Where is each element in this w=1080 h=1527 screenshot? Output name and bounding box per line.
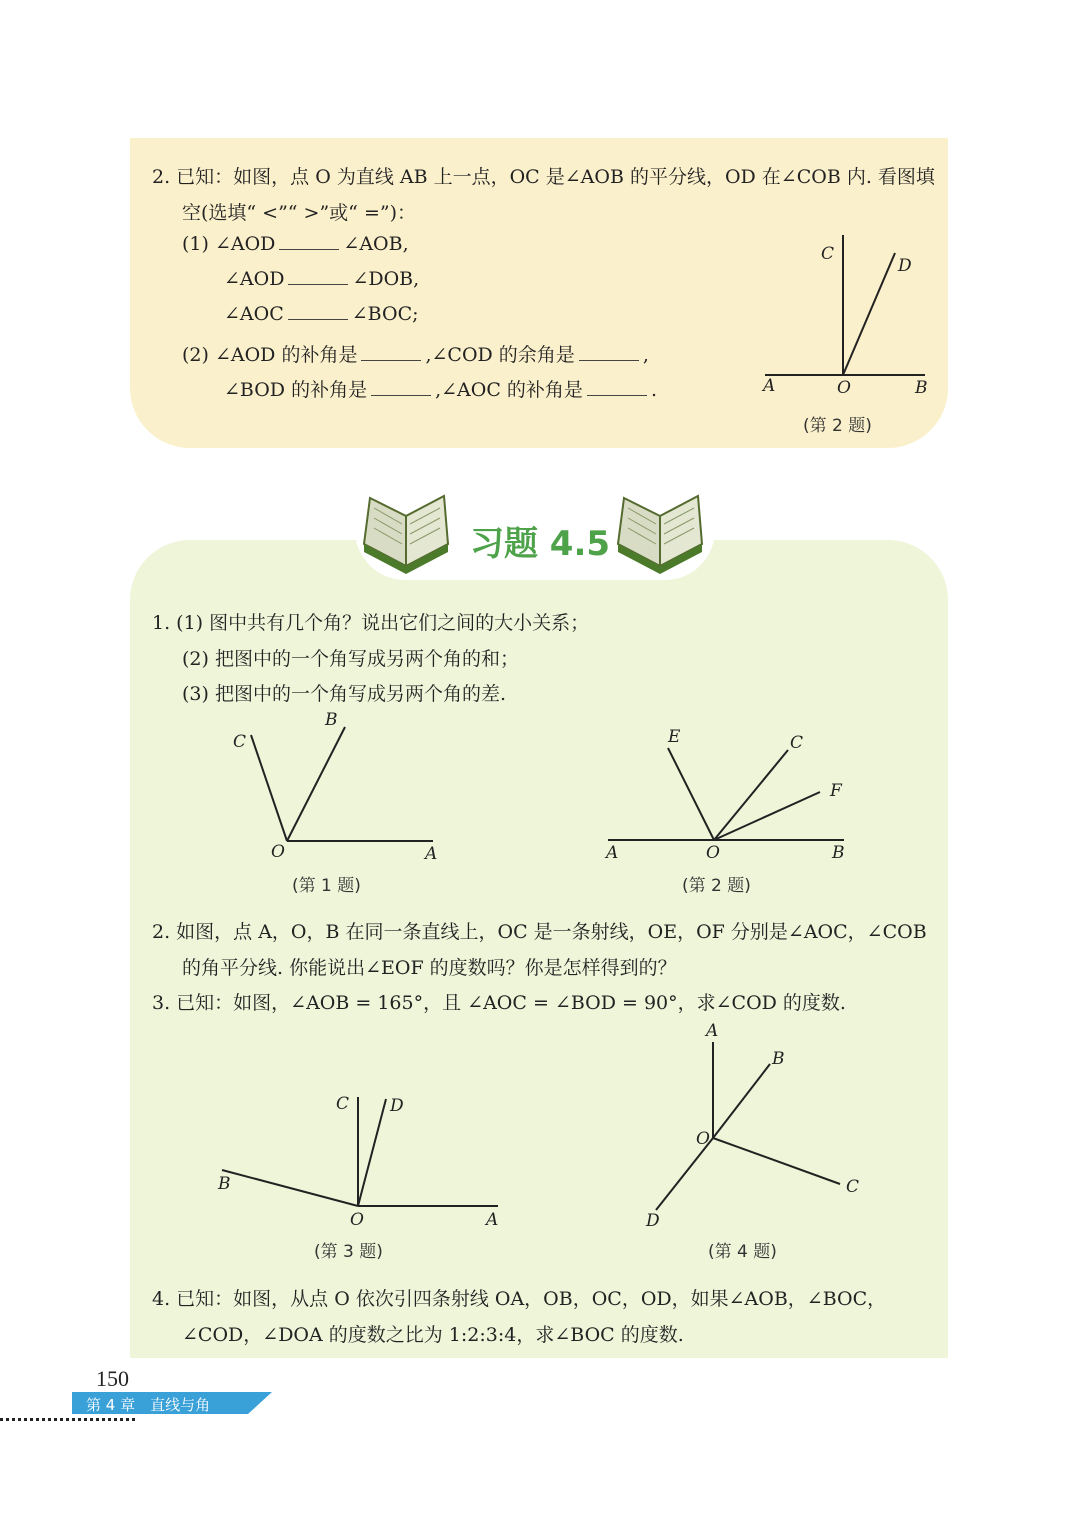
- figure-top-q2: [755, 225, 935, 400]
- label-A: A: [606, 843, 619, 863]
- part2-row1: [182, 340, 649, 367]
- q2-line1: 2. 如图，点 A，O，B 在同一条直线上，OC 是一条射线，OE，OF 分别是∠AOC，∠COB: [152, 921, 927, 943]
- label-D: D: [646, 1211, 660, 1231]
- label-C: C: [821, 244, 835, 264]
- footer-dots: [0, 1418, 135, 1421]
- part2-row1-c: ,: [642, 344, 649, 366]
- part1-row1: [182, 233, 409, 255]
- page-number: 150: [96, 1366, 129, 1391]
- figure-q3: [210, 1085, 510, 1235]
- label-D: D: [898, 256, 912, 276]
- label-B: B: [772, 1049, 785, 1069]
- label-O: O: [837, 378, 851, 398]
- chapter-label: 第 4 章 直线与角: [86, 1396, 211, 1414]
- q4-line2: ∠COD，∠DOA 的度数之比为 1:2:3:4，求∠BOC 的度数.: [182, 1324, 684, 1346]
- part1-row1-left: (1) ∠AOD: [182, 233, 276, 255]
- label-B: B: [325, 710, 338, 730]
- part1-row3-right: ∠BOC;: [351, 303, 419, 325]
- figure-q1: [225, 705, 450, 865]
- label-B: B: [218, 1174, 231, 1194]
- question-2-line1: 2. 已知：如图，点 O 为直线 AB 上一点，OC 是∠AOB 的平分线，OD 在∠COB 内. 看图填: [152, 166, 935, 188]
- answer-blank[interactable]: [288, 305, 348, 320]
- label-F: F: [830, 781, 842, 801]
- part1-row2-right: ∠DOB,: [352, 268, 420, 290]
- label-A: A: [486, 1210, 499, 1230]
- label-A: A: [763, 376, 776, 396]
- answer-blank[interactable]: [371, 381, 431, 396]
- part1-row2-left: ∠AOD: [224, 268, 285, 290]
- label-A: A: [706, 1021, 719, 1041]
- label-C: C: [336, 1094, 350, 1114]
- label-O: O: [271, 842, 285, 862]
- question-2-line2: 空(选填“ <”“ >”或“ =”)：: [182, 202, 416, 224]
- q3-line: 3. 已知：如图，∠AOB = 165°，且 ∠AOC = ∠BOD = 90°，求∠COD 的度数.: [152, 992, 846, 1014]
- caption-q4: (第 4 题): [708, 1242, 777, 1262]
- figure-q2: [600, 720, 860, 865]
- answer-blank[interactable]: [288, 270, 348, 285]
- q2-line2: 的角平分线. 你能说出∠EOF 的度数吗？你是怎样得到的？: [182, 957, 677, 979]
- label-O: O: [696, 1129, 710, 1149]
- part2-row2-b: ,∠AOC 的补角是: [435, 379, 583, 401]
- part1-row1-right: ∠AOB,: [343, 233, 409, 255]
- label-B: B: [832, 843, 845, 863]
- part2-row1-b: ,∠COD 的余角是: [425, 344, 575, 366]
- label-C: C: [846, 1177, 860, 1197]
- label-C: C: [233, 732, 247, 752]
- part2-row2: [224, 375, 657, 402]
- label-A: A: [425, 844, 438, 864]
- part2-row2-a: ∠BOD 的补角是: [224, 379, 368, 401]
- part1-row3: [224, 303, 419, 325]
- answer-blank[interactable]: [279, 235, 339, 250]
- label-B: B: [915, 378, 928, 398]
- caption-q1: (第 1 题): [292, 876, 361, 896]
- caption-q2: (第 2 题): [682, 876, 751, 896]
- answer-blank[interactable]: [361, 346, 421, 361]
- label-D: D: [390, 1096, 404, 1116]
- part2-row2-c: .: [650, 379, 657, 401]
- q4-line1: 4. 已知：如图，从点 O 依次引四条射线 OA，OB，OC，OD，如果∠AOB，∠BOC，: [152, 1288, 887, 1310]
- section-heading: 习题 4.5: [469, 524, 611, 564]
- answer-blank[interactable]: [587, 381, 647, 396]
- answer-blank[interactable]: [579, 346, 639, 361]
- q1-line3: (3) 把图中的一个角写成另两个角的差.: [182, 683, 506, 705]
- label-O: O: [350, 1210, 364, 1230]
- q1-line1: 1. (1) 图中共有几个角？说出它们之间的大小关系；: [152, 612, 590, 634]
- part1-row2: [224, 268, 419, 290]
- caption-q3: (第 3 题): [314, 1242, 383, 1262]
- label-E: E: [668, 727, 681, 747]
- label-O: O: [706, 843, 720, 863]
- q1-line2: (2) 把图中的一个角写成另两个角的和；: [182, 648, 519, 670]
- part1-row3-left: ∠AOC: [224, 303, 284, 325]
- figure-q4: [640, 1018, 870, 1233]
- caption-top-q2: (第 2 题): [803, 416, 872, 436]
- label-C: C: [790, 733, 804, 753]
- part2-row1-a: (2) ∠AOD 的补角是: [182, 344, 358, 366]
